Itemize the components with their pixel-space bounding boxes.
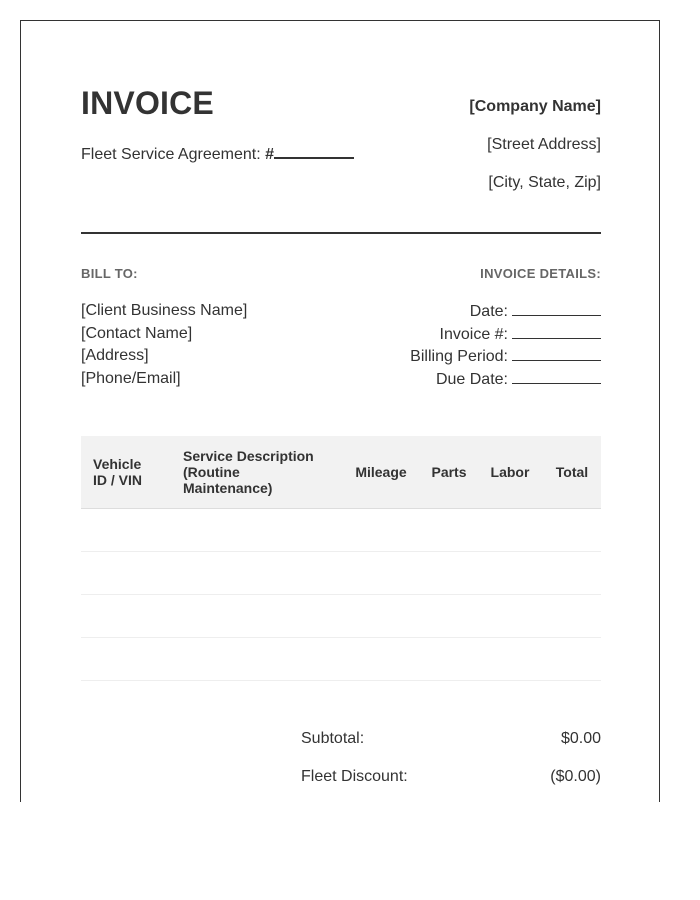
header-service-line3: Maintenance) xyxy=(183,480,273,496)
table-row xyxy=(81,638,601,681)
date-blank[interactable] xyxy=(512,300,601,316)
client-business-name: [Client Business Name] xyxy=(81,302,248,319)
client-phone-email: [Phone/Email] xyxy=(81,369,181,387)
agreement-line xyxy=(81,143,354,164)
table-row xyxy=(81,595,601,638)
cell-service-description[interactable] xyxy=(171,595,341,638)
header-service-line1: Service Description xyxy=(183,448,314,464)
header-divider xyxy=(81,232,601,234)
header-vehicle-line2: ID / VIN xyxy=(93,472,143,488)
detail-row-due-date xyxy=(410,368,601,391)
billing-period-blank[interactable] xyxy=(512,345,601,361)
cell-parts[interactable] xyxy=(421,509,477,552)
subtotal-row xyxy=(301,727,601,765)
table-row xyxy=(81,509,601,552)
line-items-table-wrap xyxy=(81,436,601,681)
detail-row-invoice-number xyxy=(410,323,601,346)
line-items-table xyxy=(81,436,601,681)
cell-labor[interactable] xyxy=(477,509,543,552)
cell-mileage[interactable] xyxy=(341,595,421,638)
invoice-content xyxy=(81,21,601,802)
header-service-description xyxy=(171,436,341,509)
cell-mileage[interactable] xyxy=(341,509,421,552)
agreement-label: Fleet Service Agreement: xyxy=(81,146,266,163)
cell-service-description[interactable] xyxy=(171,638,341,681)
agreement-number-blank[interactable] xyxy=(274,143,354,159)
invoice-title: INVOICE xyxy=(81,85,214,121)
billing-period-label: Billing Period: xyxy=(410,348,508,365)
company-name: [Company Name] xyxy=(469,98,601,115)
cell-vehicle-id[interactable] xyxy=(81,638,171,681)
header-mileage: Mileage xyxy=(341,436,421,509)
subtotal-value: $0.00 xyxy=(560,730,601,747)
cell-labor[interactable] xyxy=(477,638,543,681)
invoice-details-block xyxy=(410,300,601,390)
detail-row-billing-period xyxy=(410,345,601,368)
company-block xyxy=(469,97,601,193)
cell-parts[interactable] xyxy=(421,638,477,681)
fleet-discount-value: ($0.00) xyxy=(550,768,601,785)
client-address: [Address] xyxy=(81,347,149,364)
date-label: Date: xyxy=(469,303,508,320)
cell-mileage[interactable] xyxy=(341,552,421,595)
header-service-line2: (Routine xyxy=(183,464,240,480)
subtotal-label: Subtotal: xyxy=(301,730,365,747)
invoice-details-label: INVOICE DETAILS: xyxy=(480,266,601,281)
bill-to-label: BILL TO: xyxy=(81,266,138,281)
invoice-number-label: Invoice #: xyxy=(439,325,508,343)
cell-parts[interactable] xyxy=(421,595,477,638)
due-date-label: Due Date: xyxy=(435,370,508,388)
cell-total[interactable] xyxy=(543,595,601,638)
cell-mileage[interactable] xyxy=(341,638,421,681)
cell-service-description[interactable] xyxy=(171,552,341,595)
table-row xyxy=(81,552,601,595)
cell-labor[interactable] xyxy=(477,552,543,595)
cell-total[interactable] xyxy=(543,638,601,681)
header-labor: Labor xyxy=(477,436,543,509)
header-vehicle-id xyxy=(81,436,171,509)
fleet-discount-label: Fleet Discount: xyxy=(301,768,408,785)
agreement-hash: # xyxy=(265,146,274,163)
header-parts: Parts xyxy=(421,436,477,509)
totals-block xyxy=(301,727,601,802)
table-header-row xyxy=(81,436,601,509)
company-street-address: [Street Address] xyxy=(487,136,601,153)
due-date-blank[interactable] xyxy=(512,368,601,384)
bill-to-block xyxy=(81,300,247,390)
cell-vehicle-id[interactable] xyxy=(81,552,171,595)
header-vehicle-line1: Vehicle xyxy=(93,456,142,472)
cell-labor[interactable] xyxy=(477,595,543,638)
company-city-state-zip: [City, State, Zip] xyxy=(488,174,601,191)
invoice-number-blank[interactable] xyxy=(512,323,601,339)
cell-parts[interactable] xyxy=(421,552,477,595)
cell-vehicle-id[interactable] xyxy=(81,595,171,638)
cell-total[interactable] xyxy=(543,552,601,595)
cell-service-description[interactable] xyxy=(171,509,341,552)
header-total: Total xyxy=(543,436,601,509)
fleet-discount-row xyxy=(301,765,601,802)
detail-row-date xyxy=(410,300,601,323)
contact-name: [Contact Name] xyxy=(81,324,193,342)
invoice-page xyxy=(20,20,660,802)
cell-total[interactable] xyxy=(543,509,601,552)
cell-vehicle-id[interactable] xyxy=(81,509,171,552)
